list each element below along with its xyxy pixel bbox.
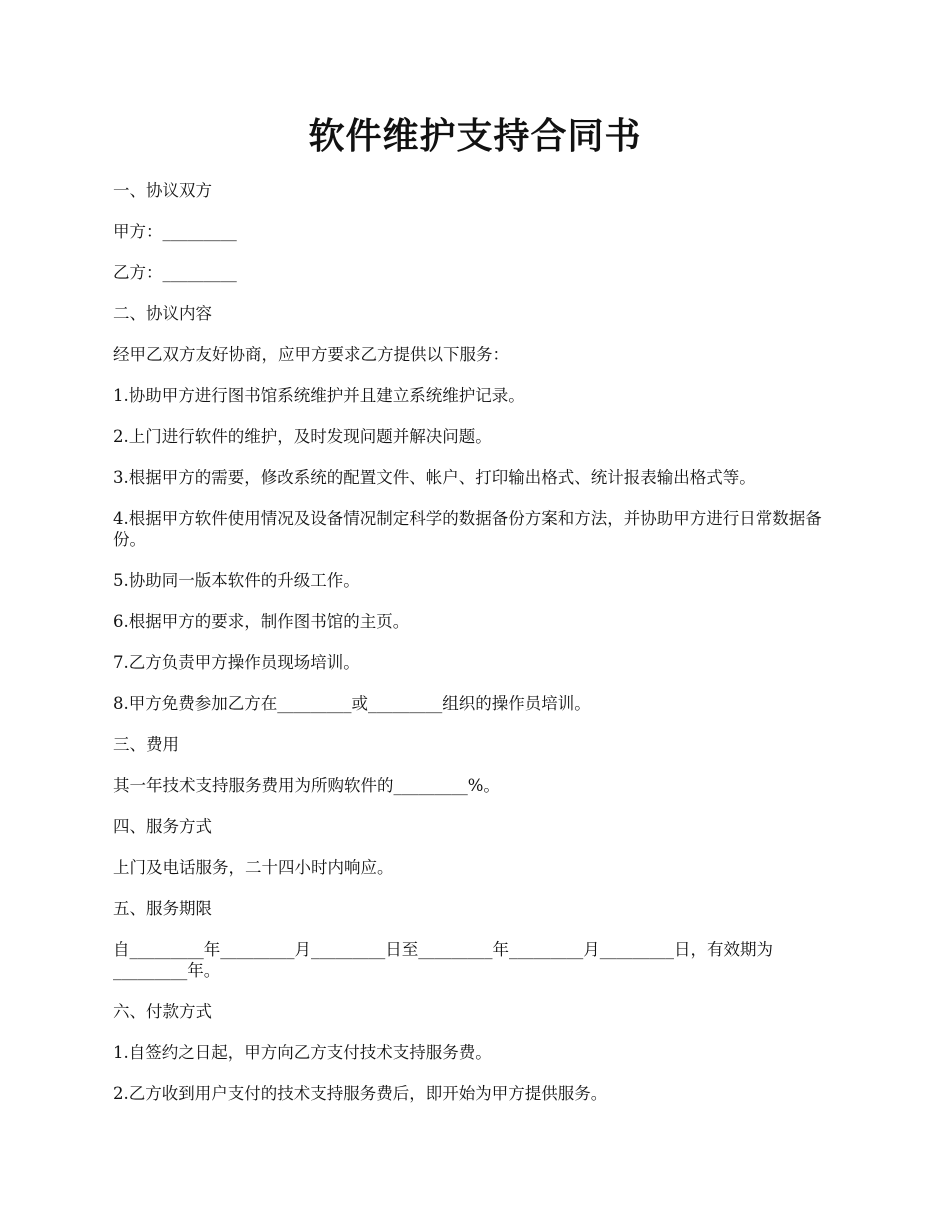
section-heading-fees: 三、费用 [113,735,179,754]
section-heading-parties: 一、协议双方 [113,181,212,200]
service-item-1: 1.协助甲方进行图书馆系统维护并且建立系统维护记录。 [113,386,525,405]
service-item-2: 2.上门进行软件的维护，及时发现问题并解决问题。 [113,427,492,446]
service-item-6: 6.根据甲方的要求，制作图书馆的主页。 [113,612,410,631]
document-body [113,180,843,1124]
service-item-3: 3.根据甲方的需要，修改系统的配置文件、帐户、打印输出格式、统计报表输出格式等。 [113,468,756,487]
service-item-8: 8.甲方免费参加乙方在_________或_________组织的操作员培训。 [113,694,591,713]
section-heading-service-method: 四、服务方式 [113,817,212,836]
content-intro: 经甲乙双方友好协商，应甲方要求乙方提供以下服务： [113,345,509,364]
term-line: 自_________年_________月_________日至_________年_________月_________日，有效期为_________年。 [113,940,773,980]
service-method-line: 上门及电话服务，二十四小时内响应。 [113,858,394,877]
fee-line: 其一年技术支持服务费用为所购软件的_________%。 [113,776,500,795]
section-heading-content: 二、协议内容 [113,304,212,323]
section-heading-term: 五、服务期限 [113,899,212,918]
payment-item-1: 1.自签约之日起，甲方向乙方支付技术支持服务费。 [113,1043,492,1062]
document-title: 软件维护支持合同书 [308,115,642,157]
service-item-4: 4.根据甲方软件使用情况及设备情况制定科学的数据备份方案和方法，并协助甲方进行日常数据备份。 [113,509,822,549]
service-item-7: 7.乙方负责甲方操作员现场培训。 [113,653,360,672]
party-b-line: 乙方：_________ [113,263,237,282]
party-a-line: 甲方：_________ [113,222,237,241]
section-heading-payment: 六、付款方式 [113,1002,212,1021]
payment-item-2: 2.乙方收到用户支付的技术支持服务费后，即开始为甲方提供服务。 [113,1084,608,1103]
service-item-5: 5.协助同一版本软件的升级工作。 [113,571,360,590]
